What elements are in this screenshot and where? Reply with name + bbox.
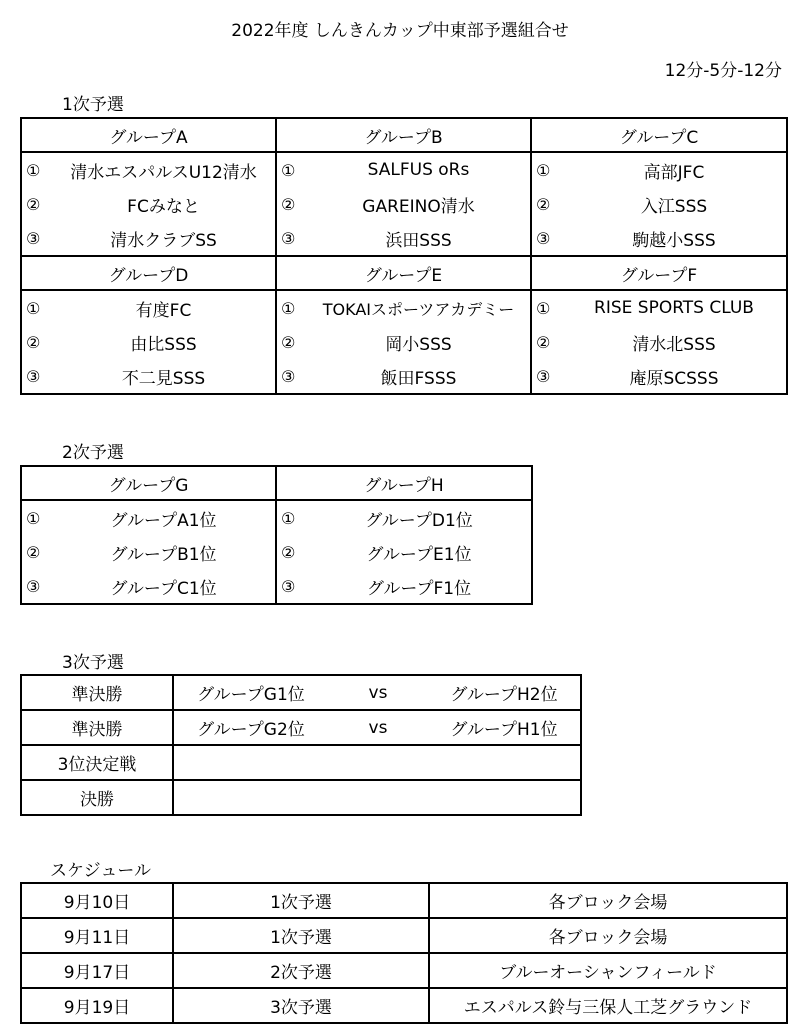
rank-mark: ② (281, 194, 296, 214)
schedule-date: 9月10日 (21, 883, 173, 918)
stage-cell: 3位決定戦 (21, 745, 173, 780)
team-name: グループE1位 (366, 544, 472, 565)
team-name: 浜田SSS (385, 230, 452, 251)
round1-label: 1次予選 (62, 95, 124, 115)
round2-label: 2次予選 (62, 443, 124, 463)
match-timing: 12分-5分-12分 (664, 61, 782, 81)
team-row (22, 501, 275, 535)
team-name: 入江SSS (640, 196, 708, 217)
team-row (22, 569, 275, 603)
group-h-header: グループH (276, 466, 532, 500)
team-row (277, 221, 530, 255)
team-row (277, 501, 531, 535)
rank-mark: ③ (26, 366, 41, 386)
team-row (277, 325, 530, 359)
schedule-row (21, 883, 787, 918)
team-row (22, 359, 275, 393)
team-row (532, 221, 786, 255)
rank-mark: ② (26, 542, 41, 562)
rank-mark: ③ (26, 576, 41, 596)
team-name: 清水クラブSS (110, 230, 217, 251)
schedule-date: 9月17日 (21, 953, 173, 988)
team-name: 飯田FSSS (380, 368, 457, 389)
group-e-header: グループE (276, 256, 531, 290)
team-row (22, 535, 275, 569)
schedule-row (21, 918, 787, 953)
round2-table (20, 465, 533, 605)
team-row (277, 535, 531, 569)
group-g-header: グループG (21, 466, 276, 500)
rank-mark: ③ (536, 228, 551, 248)
rank-mark: ① (26, 298, 41, 318)
team-row (532, 291, 786, 325)
schedule-round: 1次予選 (173, 883, 429, 918)
home-team (173, 780, 328, 815)
team-row (277, 187, 530, 221)
team-name: 有度FC (135, 300, 192, 321)
home-team: グループG2位 (173, 710, 328, 745)
team-name: SALFUS oRs (367, 160, 470, 180)
rank-mark: ② (536, 332, 551, 352)
home-team: グループG1位 (173, 675, 328, 710)
team-name: グループF1位 (366, 578, 472, 599)
schedule-venue: ブルーオーシャンフィールド (429, 953, 787, 988)
team-name: グループA1位 (110, 510, 217, 531)
rank-mark: ② (281, 542, 296, 562)
rank-mark: ① (536, 298, 551, 318)
team-row (22, 187, 275, 221)
vs-label: vs (328, 710, 428, 745)
rank-mark: ② (26, 332, 41, 352)
team-name: グループD1位 (365, 510, 473, 531)
match-row (21, 710, 581, 745)
team-name: 高部JFC (643, 162, 705, 183)
group-c-header: グループC (531, 118, 787, 152)
match-row (21, 745, 581, 780)
team-row (532, 153, 786, 187)
rank-mark: ③ (26, 228, 41, 248)
stage-cell: 準決勝 (21, 675, 173, 710)
team-name: RISE SPORTS CLUB (594, 298, 754, 318)
stage-cell: 準決勝 (21, 710, 173, 745)
schedule-venue: エスパルス鈴与三保人工芝グラウンド (429, 988, 787, 1023)
group-b-header: グループB (276, 118, 531, 152)
group-a-header: グループA (21, 118, 276, 152)
team-row (277, 291, 530, 325)
rank-mark: ① (26, 160, 41, 180)
team-name: 駒越小SSS (632, 230, 716, 251)
team-row (532, 359, 786, 393)
schedule-date: 9月19日 (21, 988, 173, 1023)
home-team (173, 745, 328, 780)
schedule-round: 3次予選 (173, 988, 429, 1023)
stage-cell: 決勝 (21, 780, 173, 815)
group-f-header: グループF (531, 256, 787, 290)
rank-mark: ③ (281, 366, 296, 386)
rank-mark: ① (536, 160, 551, 180)
rank-mark: ② (26, 194, 41, 214)
schedule-round: 1次予選 (173, 918, 429, 953)
team-row (532, 187, 786, 221)
rank-mark: ① (281, 508, 296, 528)
team-row (22, 291, 275, 325)
team-name: グループC1位 (110, 578, 217, 599)
rank-mark: ② (536, 194, 551, 214)
team-name: GAREINO清水 (362, 196, 475, 217)
team-name: 岡小SSS (385, 334, 452, 355)
round1-table (20, 117, 788, 395)
schedule-round: 2次予選 (173, 953, 429, 988)
team-row (277, 569, 531, 603)
schedule-row (21, 953, 787, 988)
round3-label: 3次予選 (62, 653, 124, 673)
schedule-venue: 各ブロック会場 (429, 883, 787, 918)
schedule-label: スケジュール (50, 861, 151, 881)
rank-mark: ③ (281, 228, 296, 248)
team-row (22, 221, 275, 255)
vs-label: vs (328, 675, 428, 710)
match-row (21, 675, 581, 710)
vs-label (328, 745, 428, 780)
match-row (21, 780, 581, 815)
schedule-venue: 各ブロック会場 (429, 918, 787, 953)
schedule-date: 9月11日 (21, 918, 173, 953)
team-row (22, 153, 275, 187)
team-name: FCみなと (127, 196, 200, 217)
team-name: TOKAIスポーツアカデミー (322, 299, 515, 319)
round3-table (20, 674, 582, 816)
rank-mark: ③ (536, 366, 551, 386)
rank-mark: ② (281, 332, 296, 352)
team-name: 不二見SSS (121, 368, 206, 389)
vs-label (328, 780, 428, 815)
away-team: グループH2位 (428, 675, 581, 710)
team-name: 由比SSS (130, 334, 197, 355)
team-name: グループB1位 (110, 544, 217, 565)
away-team (428, 780, 581, 815)
schedule-row (21, 988, 787, 1023)
rank-mark: ③ (281, 576, 296, 596)
page-title: 2022年度 しんきんカップ中東部予選組合せ (231, 21, 569, 41)
team-row (277, 359, 530, 393)
rank-mark: ① (26, 508, 41, 528)
team-name: 清水北SSS (632, 334, 716, 355)
team-row (532, 325, 786, 359)
away-team (428, 745, 581, 780)
team-name: 清水エスパルスU12清水 (70, 162, 257, 183)
away-team: グループH1位 (428, 710, 581, 745)
rank-mark: ① (281, 298, 296, 318)
schedule-table (20, 882, 788, 1024)
team-row (22, 325, 275, 359)
team-row (277, 153, 530, 187)
group-d-header: グループD (21, 256, 276, 290)
team-name: 庵原SCSSS (629, 368, 719, 389)
rank-mark: ① (281, 160, 296, 180)
